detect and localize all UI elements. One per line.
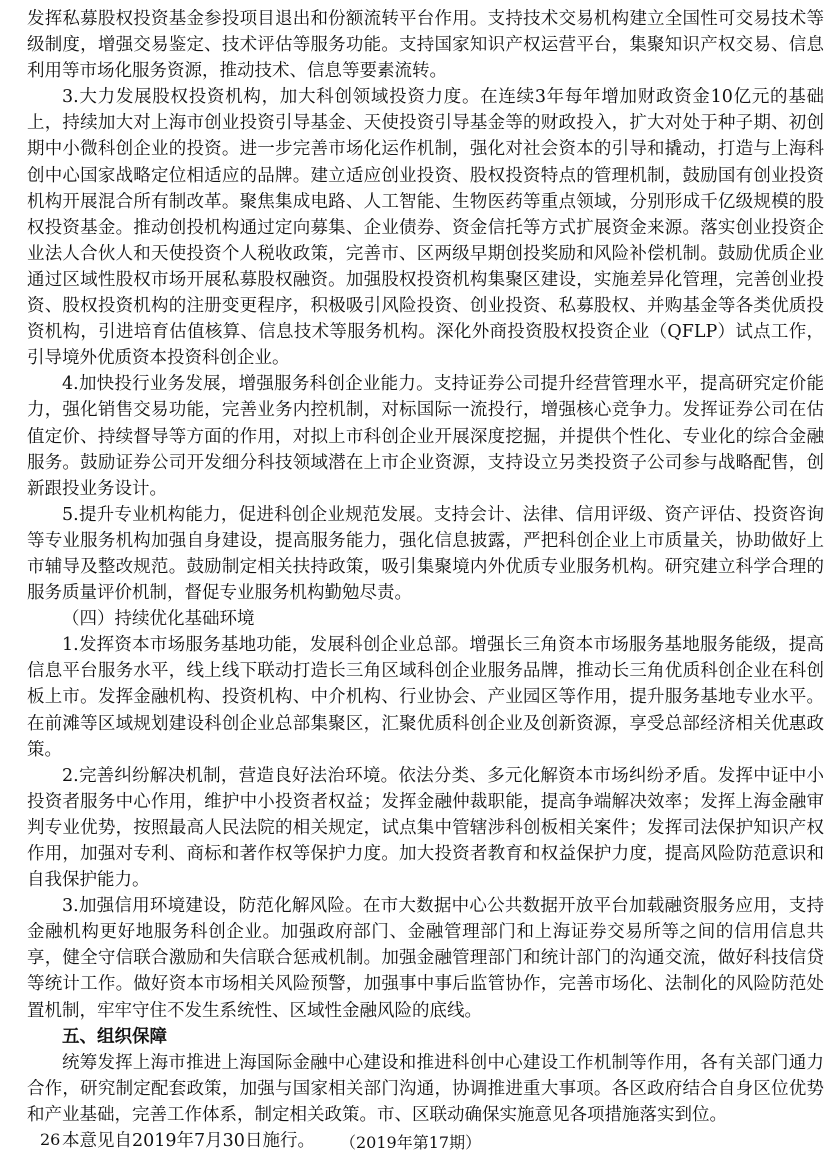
paragraph-effective-date: 本意见自2019年7月30日施行。 bbox=[62, 1131, 315, 1152]
paragraph-item-4: 4.加快投行业务发展，增强服务科创企业能力。支持证券公司提升经营管理水平，提高研究定价能力，强化销售交易功能，完善业务内控机制，对标国际一流投行，增强核心竞争力。发挥证券公司在估值定价、持续督导等方面的作用，对拟上市科创企业开展深度挖掘，并提供个性化、专业化的综合金融服务。鼓励证券公司开发细分科技领域潜在上市企业资源，支持设立另类投资子公司参与战略配售，创新跟投业务设计。 bbox=[27, 374, 824, 499]
paragraph-item-1: 1.发挥资本市场服务基地功能，发展科创企业总部。增强长三角资本市场服务基地服务能级，提高信息平台服务水平，线上线下联动打造长三角区域科创企业服务品牌，推动长三角优质科创企业在科创板上市。发挥金融机构、投资机构、中介机构、行业协会、产业园区等作用，提升服务基地专业水平。在前滩等区域规划建设科创企业总部集聚区，汇聚优质科创企业及创新资源，享受总部经济相关优惠政策。 bbox=[27, 635, 824, 760]
paragraph-item-3: 3.大力发展股权投资机构，加大科创领域投资力度。在连续3年每年增加财政资金10亿元的基础上，持续加大对上海市创业投资引导基金、天使投资引导基金等的财政投入，扩大对处于种子期、初创期中小微科创企业的投资。进一步完善市场化运作机制，强化对社会资本的引导和撬动，打造与上海科创中心国家战略定位相适应的品牌。建立适应创业投资、股权投资特点的管理机制，鼓励国有创业投资机构开展混合所有制改革。聚焦集成电路、人工智能、生物医药等重点领域，分别形成千亿级规模的股权投资基金。推动创投机构通过定向募集、企业债券、资金信托等方式扩展资金来源。落实创业投资企业法人合伙人和天使投资个人税收政策，完善市、区两级早期创投奖励和风险补偿机制。鼓励优质企业通过区域性股权市场开展私募股权融资。加强股权投资机构集聚区建设，实施差异化管理，完善创业投资、股权投资机构的注册变更程序，积极吸引风险投资、创业投资、私募股权、并购基金等各类优质投资机构，引进培育估值核算、信息技术等服务机构。深化外商投资股权投资企业（QFLP）试点工作，引导境外优质资本投资科创企业。 bbox=[27, 87, 824, 369]
section-subheading: （四）持续优化基础环境 bbox=[62, 609, 255, 630]
paragraph-organization: 统筹发挥上海市推进上海国际金融中心建设和推进科创中心建设工作机制等作用，各有关部门通力合作，研究制定配套政策，加强与国家相关部门沟通，协调推进重大事项。各区政府结合自身区位优势和产业基础，完善工作体系，制定相关政策。市、区联动确保实施意见各项措施落实到位。 bbox=[27, 1052, 824, 1125]
section-heading: 五、组织保障 bbox=[62, 1026, 167, 1047]
paragraph-item-3b: 3.加强信用环境建设，防范化解风险。在市大数据中心公共数据开放平台加载融资服务应用，支持金融机构更好地服务科创企业。加强政府部门、金融管理部门和上海证券交易所等之间的信用信息共享，健全守信联合激励和失信联合惩戒机制。加强金融管理部门和统计部门的沟通交流，做好科技信贷等统计工作。做好资本市场相关风险预警，加强事中事后监管协作，完善市场化、法制化的风险防范处置机制，牢牢守住不发生系统性、区域性金融风险的底线。 bbox=[27, 896, 824, 1021]
page-footer bbox=[0, 1128, 827, 1158]
paragraph-item-5: 5.提升专业机构能力，促进科创企业规范发展。支持会计、法律、信用评级、资产评估、投资咨询等专业服务机构加强自身建设，提高服务能力，强化信息披露，严把科创企业上市质量关，协助做好上市辅导及整改规范。鼓励制定相关扶持政策，吸引集聚境内外优质专业服务机构。研究建立科学合理的服务质量评价机制，督促专业服务机构勤勉尽责。 bbox=[27, 504, 824, 604]
issue-label: （2019年第17期） bbox=[340, 1133, 482, 1152]
page-number: 26 bbox=[40, 1130, 61, 1149]
paragraph-item-2: 2.完善纠纷解决机制，营造良好法治环境。依法分类、多元化解资本市场纠纷矛盾。发挥中证中小投资者服务中心作用，维护中小投资者权益；发挥金融仲裁职能，提高争端解决效率；发挥上海金融审判专业优势，按照最高人民法院的相关规定，试点集中管辖涉科创板相关案件；发挥司法保护知识产权作用，加强对专利、商标和著作权等保护力度。加大投资者教育和权益保护力度，提高风险防范意识和自我保护能力。 bbox=[27, 765, 824, 891]
document-body bbox=[27, 6, 824, 1154]
paragraph-continued: 发挥私募股权投资基金参投项目退出和份额流转平台作用。支持技术交易机构建立全国性可交易技术等级制度，增强交易鉴定、技术评估等服务功能。支持国家知识产权运营平台，集聚知识产权交易、信息利用等市场化服务资源，推动技术、信息等要素流转。 bbox=[27, 9, 824, 82]
